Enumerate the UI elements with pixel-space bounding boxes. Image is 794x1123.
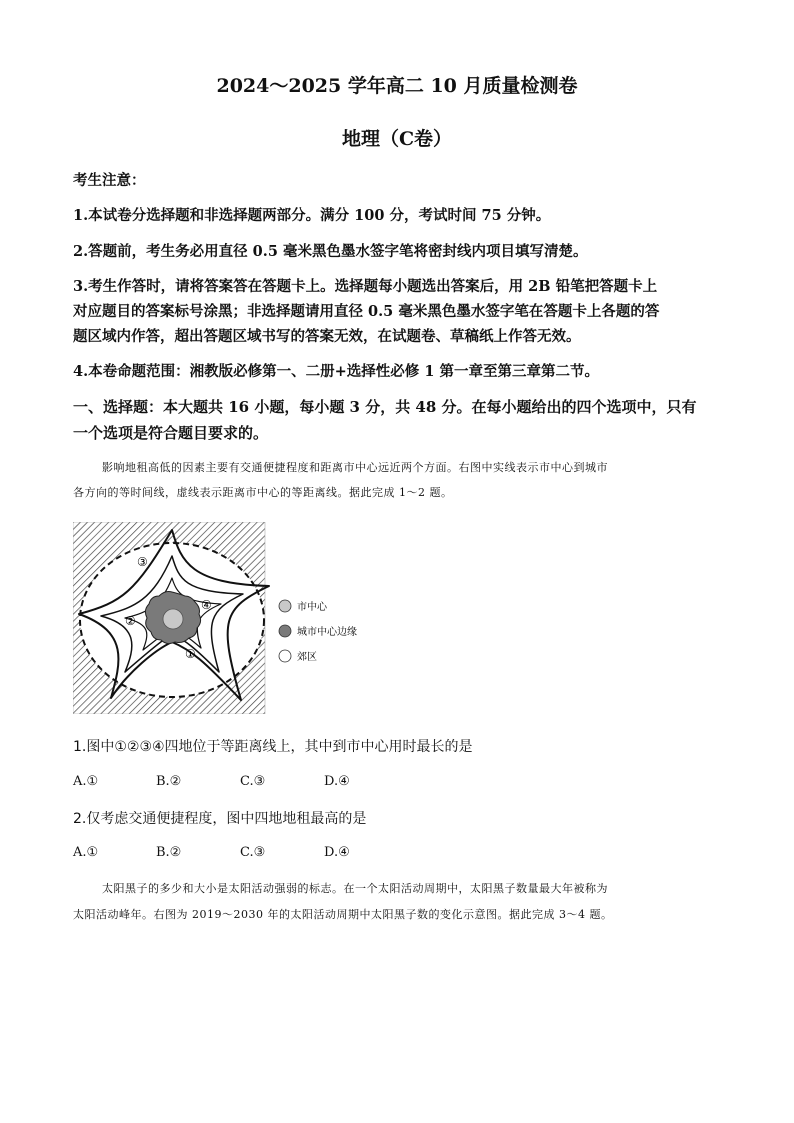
question-2-option-d[interactable]: D.④	[324, 845, 350, 860]
question-2-option-c[interactable]: C.③	[240, 845, 266, 860]
passage-2-line-2: 太阳活动峰年。右图为 2019～2030 年的太阳活动周期中太阳黑子数的变化示意图。据此完成 3～4 题。	[73, 908, 613, 921]
notice-item-3-cont-2: 题区域内作答，超出答题区域书写的答案无效，在试题卷、草稿纸上作答无效。	[73, 328, 581, 345]
passage-1-line-1: 影响地租高低的因素主要有交通便捷程度和距离市中心远近两个方面。右图中实线表示市中心到城市	[102, 461, 608, 474]
legend-suburb-label: 郊区	[297, 652, 317, 663]
notice-item-3-cont-1: 对应题目的答案标号涂黑；非选择题请用直径 0.5 毫米黑色墨水签字笔在答题卡上各题的答	[73, 303, 660, 320]
legend-edge-label: 城市中心边缘	[297, 627, 357, 638]
question-1-option-d[interactable]: D.④	[324, 774, 350, 789]
legend-center-label: 市中心	[297, 602, 327, 613]
section-heading: 一、选择题：本大题共 16 小题，每小题 3 分，共 48 分。在每小题给出的四个选项中，只有	[73, 398, 697, 416]
question-2-option-b[interactable]: B.②	[156, 845, 182, 860]
isochrone-figure	[73, 522, 365, 714]
question-1-option-b[interactable]: B.②	[156, 774, 182, 789]
legend-center-swatch	[279, 600, 291, 612]
passage-2-line-1: 太阳黑子的多少和大小是太阳活动强弱的标志。在一个太阳活动周期中，太阳黑子数量最大年被称为	[102, 882, 608, 895]
location-1-label: ①	[185, 647, 196, 661]
section-heading-cont: 一个选项是符合题目要求的。	[73, 424, 269, 442]
location-3-label: ③	[137, 555, 148, 569]
legend-edge-swatch	[279, 625, 291, 637]
notice-item-4: 4.本卷命题范围：湘教版必修第一、二册+选择性必修 1 第一章至第三章第二节。	[73, 363, 599, 380]
notice-item-1: 1.本试卷分选择题和非选择题两部分。满分 100 分，考试时间 75 分钟。	[73, 207, 551, 224]
location-4-label: ④	[201, 598, 212, 612]
notice-item-2: 2.答题前，考生务必用直径 0.5 毫米黑色墨水签字笔将密封线内项目填写清楚。	[73, 243, 588, 260]
notice-heading: 考生注意：	[73, 172, 146, 189]
exam-title: 2024～2025 学年高二 10 月质量检测卷	[216, 75, 578, 97]
question-1-stem: 1.图中①②③④四地位于等距离线上，其中到市中心用时最长的是	[73, 739, 473, 755]
city-center	[163, 609, 183, 629]
question-2-stem: 2.仅考虑交通便捷程度，图中四地地租最高的是	[73, 811, 367, 827]
question-1-option-c[interactable]: C.③	[240, 774, 266, 789]
question-2-option-a[interactable]: A.①	[73, 845, 99, 860]
question-1-option-a[interactable]: A.①	[73, 774, 99, 789]
notice-item-3: 3.考生作答时，请将答案答在答题卡上。选择题每小题选出答案后，用 2B 铅笔把答题卡上	[73, 278, 658, 295]
passage-1-line-2: 各方向的等时间线，虚线表示距离市中心的等距离线。据此完成 1～2 题。	[73, 486, 453, 499]
legend-suburb-swatch	[279, 650, 291, 662]
location-2-label: ②	[125, 614, 136, 628]
exam-subtitle: 地理（C卷）	[341, 128, 453, 150]
